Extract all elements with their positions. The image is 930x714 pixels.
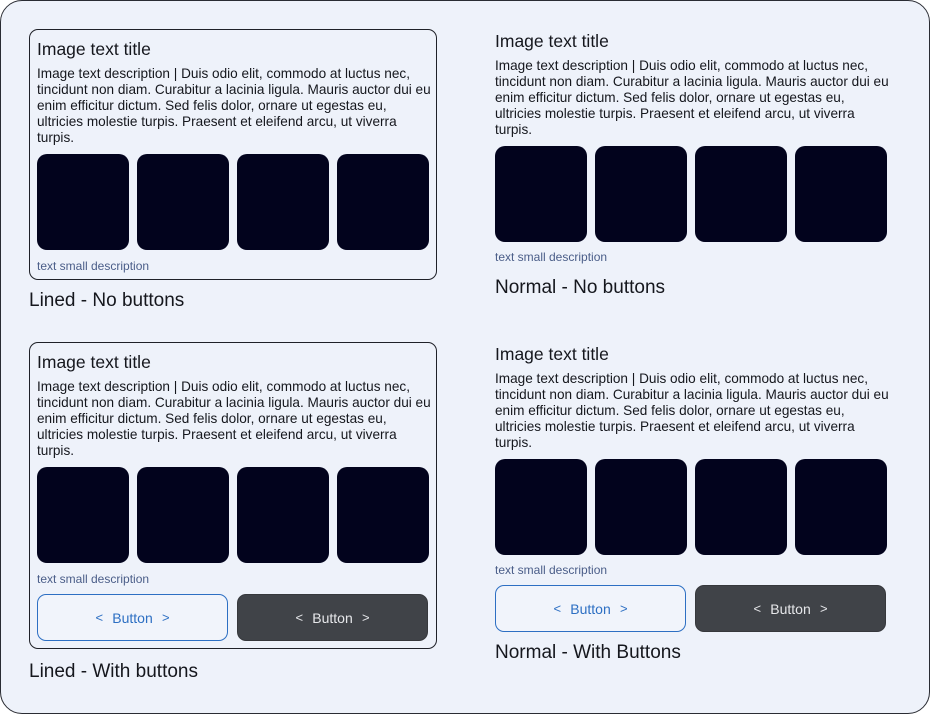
card-small-description: text small description [495,563,608,577]
card-description: Image text description | Duis odio elit, commodo at luctus nec, tincidunt non diam. Curabitur a lacinia ligula. Mauris auctor dui eu enim efficitur dictum. Sed felis dolor, ornare ut egestas eu, ultricies molestie turpis. Praesent et eleifend arcu, ut viverra turpis. [37,66,431,145]
card-description: Image text description | Duis odio elit, commodo at luctus nec, tincidunt non diam. Curabitur a lacinia ligula. Mauris auctor dui eu enim efficitur dictum. Sed felis dolor, ornare ut egestas eu, ultricies molestie turpis. Praesent et eleifend arcu, ut viverra turpis. [495,371,889,450]
thumbnail-image[interactable] [337,154,429,250]
thumbnail-row [495,459,887,555]
button-label: Button [312,609,353,626]
filled-button[interactable] [237,594,428,641]
outline-button[interactable] [37,594,228,641]
thumbnail-image[interactable] [595,146,687,242]
chevron-right-icon: > [161,610,170,625]
image-text-card [495,29,895,264]
variant-label: Normal - No buttons [495,277,666,298]
card-small-description: text small description [37,572,150,586]
chevron-left-icon: < [95,610,104,625]
variant-label: Lined - No buttons [29,290,185,311]
thumbnail-image[interactable] [37,467,129,563]
card-small-description: text small description [495,250,608,264]
thumbnail-image[interactable] [495,459,587,555]
image-text-card [29,29,437,280]
thumbnail-image[interactable] [237,154,329,250]
button-label: Button [112,609,153,626]
filled-button[interactable] [695,585,886,632]
thumbnail-image[interactable] [795,146,887,242]
button-row [495,585,886,632]
button-label: Button [570,600,611,617]
thumbnail-image[interactable] [795,459,887,555]
thumbnail-image[interactable] [237,467,329,563]
thumbnail-image[interactable] [595,459,687,555]
image-text-card [29,342,437,649]
thumbnail-image[interactable] [337,467,429,563]
card-small-description: text small description [37,259,150,273]
chevron-right-icon: > [619,601,628,616]
chevron-right-icon: > [361,610,370,625]
card-description: Image text description | Duis odio elit, commodo at luctus nec, tincidunt non diam. Curabitur a lacinia ligula. Mauris auctor dui eu enim efficitur dictum. Sed felis dolor, ornare ut egestas eu, ultricies molestie turpis. Praesent et eleifend arcu, ut viverra turpis. [495,58,889,137]
button-row [37,594,428,641]
thumbnail-row [37,467,429,563]
card-title: Image text title [37,39,151,59]
card-description: Image text description | Duis odio elit, commodo at luctus nec, tincidunt non diam. Curabitur a lacinia ligula. Mauris auctor dui eu enim efficitur dictum. Sed felis dolor, ornare ut egestas eu, ultricies molestie turpis. Praesent et eleifend arcu, ut viverra turpis. [37,379,431,458]
card-title: Image text title [495,31,609,51]
variant-label: Normal - With Buttons [495,642,681,663]
thumbnail-image[interactable] [37,154,129,250]
thumbnail-image[interactable] [495,146,587,242]
thumbnail-image[interactable] [137,467,229,563]
card-title: Image text title [495,344,609,364]
thumbnail-image[interactable] [695,146,787,242]
image-text-card [495,342,895,634]
card-title: Image text title [37,352,151,372]
chevron-left-icon: < [553,601,562,616]
thumbnail-row [37,154,429,250]
chevron-right-icon: > [819,601,828,616]
button-label: Button [770,600,811,617]
chevron-left-icon: < [295,610,304,625]
thumbnail-row [495,146,887,242]
thumbnail-image[interactable] [695,459,787,555]
thumbnail-image[interactable] [137,154,229,250]
chevron-left-icon: < [753,601,762,616]
variant-label: Lined - With buttons [29,661,198,682]
outline-button[interactable] [495,585,686,632]
